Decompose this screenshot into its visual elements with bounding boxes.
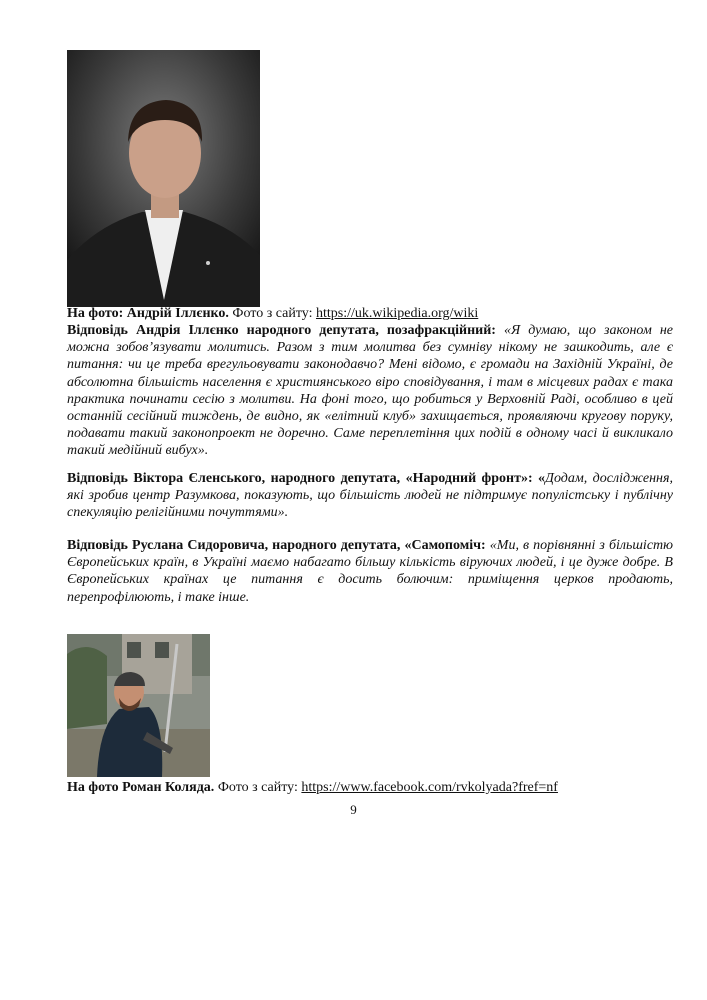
photo2-caption-label: На фото Роман Коляда. bbox=[67, 780, 215, 795]
photo2-caption-source: Фото з сайту: bbox=[217, 780, 298, 795]
photo2-source-link[interactable]: https://www.facebook.com/rvkolyada?fref=nf bbox=[301, 780, 558, 795]
answer-illenko-quote: «Я думаю, що законом не можна зобов’язувати молитись. Разом з тим молитва без сумніву нікому не зашкодить, але є питання: чи це треба врегульовувати законодавчо? Мені відомо, є громади на Західній Україні, де абсолютна більшість населення є християнського віро сповідування, і там в місцевих радах є така практика починати сесію з молитви. На фоні того, що робиться у Верховній Раді, особливо в цей останній сесійний тиждень, де видно, як «елітний клуб» захищається, проявляючи кругову поруку, подавати такий законопроект не доречно. Саме переплетіння цих подій в одному часі й викликало такий медійний вибух». bbox=[67, 323, 673, 459]
photo1-source-link[interactable]: https://uk.wikipedia.org/wiki bbox=[315, 306, 479, 321]
answer-yelenskyi bbox=[67, 470, 673, 522]
photo-roman-koliada bbox=[67, 634, 210, 777]
photo2-caption bbox=[67, 779, 558, 796]
answer-yelenskyi-quote: Додам, дослідження, які зробив центр Разумкова, показують, що більшість людей не підтримує популістську і публічну спекуляцію релігійними почуттями». bbox=[67, 471, 673, 521]
answer-illenko bbox=[67, 322, 673, 460]
answer-sydorovych-quote: «Ми, в порівнянні з більшістю Європейських країн, в Україні маємо набагато більшу кількість віруючих людей, і це дуже добре. В Європейських країнах це питання є досить болючим: приміщення церков продають, перепрофілюють, і таке інше. bbox=[67, 538, 674, 605]
photo1-caption bbox=[67, 305, 478, 322]
photo1-caption-label: На фото: Андрій Іллєнко. bbox=[67, 306, 229, 321]
answer-sydorovych-lead: Відповідь Руслана Сидоровича, народного депутата, «Самопоміч: bbox=[67, 538, 486, 553]
photo1-caption-source: Фото з сайту: bbox=[232, 306, 313, 321]
answer-illenko-lead: Відповідь Андрія Іллєнко народного депутата, позафракційний: bbox=[67, 323, 496, 338]
answer-yelenskyi-lead: Відповідь Віктора Єленського, народного депутата, «Народний фронт»: « bbox=[67, 471, 546, 486]
answer-sydorovych bbox=[67, 537, 673, 606]
photo-andriy-illenko bbox=[67, 50, 260, 307]
page-number: 9 bbox=[350, 802, 357, 817]
